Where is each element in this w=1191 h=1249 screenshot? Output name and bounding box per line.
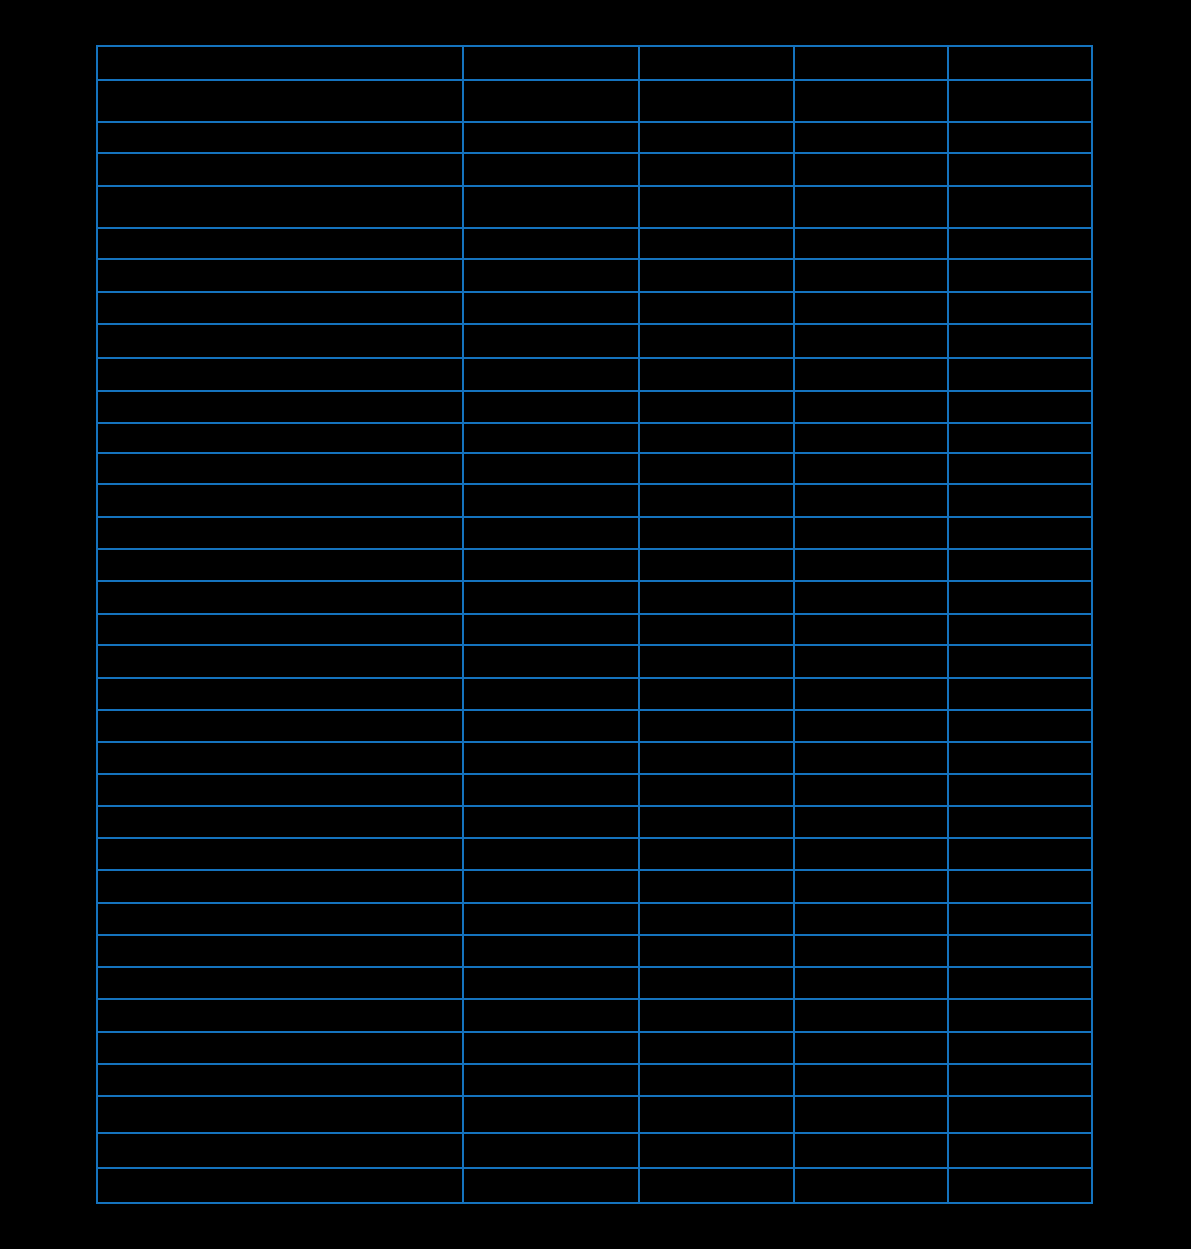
table-row [97, 1064, 1092, 1096]
table-row [97, 806, 1092, 838]
table-cell [463, 186, 639, 228]
table-cell [794, 517, 948, 549]
table-cell [639, 710, 794, 742]
table-cell [948, 453, 1092, 484]
table-cell [463, 903, 639, 935]
table-cell [463, 1096, 639, 1133]
table-cell [948, 903, 1092, 935]
table-cell [639, 517, 794, 549]
table-row [97, 324, 1092, 358]
table-cell [794, 903, 948, 935]
table-cell [639, 838, 794, 870]
table-row [97, 645, 1092, 678]
table-cell [463, 1133, 639, 1168]
table-cell [948, 1064, 1092, 1096]
table-cell [794, 742, 948, 774]
table-cell [463, 967, 639, 999]
table-cell [948, 1168, 1092, 1203]
table-row [97, 391, 1092, 423]
table-cell [97, 228, 463, 259]
table-cell [794, 122, 948, 153]
table-cell [948, 358, 1092, 391]
table-cell [948, 484, 1092, 517]
table-cell [463, 122, 639, 153]
table-cell [97, 122, 463, 153]
table-row [97, 710, 1092, 742]
table-cell [639, 870, 794, 903]
table-row [97, 774, 1092, 806]
table-cell [97, 774, 463, 806]
table-cell [97, 645, 463, 678]
table-cell [948, 870, 1092, 903]
table-row [97, 228, 1092, 259]
table-cell [463, 1168, 639, 1203]
table-cell [639, 678, 794, 710]
table-cell [639, 153, 794, 186]
table-cell [639, 645, 794, 678]
table-cell [463, 999, 639, 1032]
table-cell [97, 967, 463, 999]
table-cell [463, 549, 639, 581]
table-cell [794, 1032, 948, 1064]
table-cell [794, 259, 948, 292]
table-cell [97, 484, 463, 517]
table-cell [639, 581, 794, 614]
table-cell [639, 453, 794, 484]
table-cell [948, 46, 1092, 80]
table-cell [97, 806, 463, 838]
table-row [97, 358, 1092, 391]
table-cell [463, 710, 639, 742]
table-cell [639, 324, 794, 358]
table-cell [948, 122, 1092, 153]
table-cell [639, 1096, 794, 1133]
table-row [97, 1133, 1092, 1168]
table-row [97, 838, 1092, 870]
table-cell [463, 292, 639, 324]
table-cell [97, 549, 463, 581]
table-cell [639, 903, 794, 935]
table-cell [97, 935, 463, 967]
table-cell [463, 517, 639, 549]
table-row [97, 122, 1092, 153]
table-cell [794, 935, 948, 967]
table-cell [463, 774, 639, 806]
table-cell [97, 517, 463, 549]
table-cell [948, 935, 1092, 967]
table-cell [463, 391, 639, 423]
table-cell [463, 1032, 639, 1064]
table-cell [639, 935, 794, 967]
table-cell [639, 614, 794, 645]
table-row [97, 80, 1092, 122]
table-cell [794, 292, 948, 324]
table-cell [97, 678, 463, 710]
table-cell [463, 742, 639, 774]
table-cell [639, 186, 794, 228]
table-cell [948, 259, 1092, 292]
table-cell [794, 1133, 948, 1168]
table-cell [639, 391, 794, 423]
table-cell [948, 742, 1092, 774]
table-cell [794, 806, 948, 838]
table-body [97, 46, 1092, 1203]
table-cell [463, 614, 639, 645]
table-cell [639, 259, 794, 292]
table-cell [794, 774, 948, 806]
table-cell [948, 324, 1092, 358]
table-cell [948, 774, 1092, 806]
table-cell [639, 484, 794, 517]
table-cell [97, 710, 463, 742]
table-cell [463, 46, 639, 80]
table-cell [948, 1096, 1092, 1133]
table-cell [639, 774, 794, 806]
table-cell [794, 678, 948, 710]
table-cell [948, 228, 1092, 259]
table-cell [948, 645, 1092, 678]
table-cell [794, 967, 948, 999]
table-cell [794, 710, 948, 742]
table-row [97, 903, 1092, 935]
table-row [97, 186, 1092, 228]
table-cell [794, 358, 948, 391]
table-row [97, 742, 1092, 774]
table-cell [794, 153, 948, 186]
table-cell [97, 614, 463, 645]
table-cell [948, 153, 1092, 186]
table-cell [463, 806, 639, 838]
table-cell [794, 838, 948, 870]
table-row [97, 1168, 1092, 1203]
table-cell [97, 80, 463, 122]
table-cell [639, 122, 794, 153]
table-cell [639, 1064, 794, 1096]
table-cell [97, 999, 463, 1032]
table-cell [463, 935, 639, 967]
table-cell [97, 292, 463, 324]
table-cell [97, 870, 463, 903]
table-cell [948, 1032, 1092, 1064]
table-cell [97, 358, 463, 391]
empty-data-table [96, 45, 1093, 1204]
table-cell [794, 391, 948, 423]
table-cell [463, 870, 639, 903]
table-row [97, 423, 1092, 453]
table-cell [639, 292, 794, 324]
table-cell [97, 742, 463, 774]
table-cell [463, 453, 639, 484]
table-cell [948, 423, 1092, 453]
table-row [97, 259, 1092, 292]
table-cell [639, 549, 794, 581]
table-row [97, 46, 1092, 80]
table-row [97, 614, 1092, 645]
table-cell [794, 80, 948, 122]
table-cell [97, 259, 463, 292]
table-cell [463, 838, 639, 870]
table-cell [794, 1064, 948, 1096]
table-row [97, 453, 1092, 484]
table-cell [97, 453, 463, 484]
table-cell [794, 999, 948, 1032]
table-row [97, 1096, 1092, 1133]
table-cell [948, 1133, 1092, 1168]
table-cell [794, 1096, 948, 1133]
table-cell [948, 710, 1092, 742]
table-cell [97, 153, 463, 186]
table-cell [948, 292, 1092, 324]
table-cell [948, 80, 1092, 122]
table-cell [948, 806, 1092, 838]
table-cell [639, 228, 794, 259]
table-cell [97, 1168, 463, 1203]
table-cell [463, 581, 639, 614]
table-cell [948, 517, 1092, 549]
table-row [97, 967, 1092, 999]
table-cell [948, 549, 1092, 581]
table-row [97, 292, 1092, 324]
table-row [97, 549, 1092, 581]
table-cell [794, 324, 948, 358]
table-cell [794, 581, 948, 614]
table-cell [97, 903, 463, 935]
table-cell [97, 423, 463, 453]
table-cell [639, 358, 794, 391]
table-cell [463, 1064, 639, 1096]
table-cell [97, 186, 463, 228]
table-row [97, 935, 1092, 967]
table-cell [948, 186, 1092, 228]
table-cell [463, 324, 639, 358]
table-cell [794, 1168, 948, 1203]
table-cell [948, 999, 1092, 1032]
table-cell [97, 1096, 463, 1133]
table-cell [463, 423, 639, 453]
table-cell [794, 453, 948, 484]
table-cell [639, 806, 794, 838]
table-row [97, 678, 1092, 710]
table-cell [639, 1168, 794, 1203]
table-cell [97, 46, 463, 80]
table-cell [463, 228, 639, 259]
table-cell [97, 838, 463, 870]
table-cell [639, 80, 794, 122]
table-cell [794, 549, 948, 581]
table-cell [639, 742, 794, 774]
table-cell [97, 1032, 463, 1064]
table-cell [948, 678, 1092, 710]
table-cell [794, 484, 948, 517]
table-cell [948, 967, 1092, 999]
table-cell [463, 678, 639, 710]
table-cell [639, 1133, 794, 1168]
table-cell [639, 999, 794, 1032]
table-row [97, 999, 1092, 1032]
table-row [97, 581, 1092, 614]
table-cell [948, 614, 1092, 645]
table-cell [794, 186, 948, 228]
table-cell [97, 1133, 463, 1168]
table-cell [463, 358, 639, 391]
table-cell [794, 645, 948, 678]
table-cell [794, 228, 948, 259]
table-cell [97, 324, 463, 358]
table-cell [97, 581, 463, 614]
table-cell [463, 153, 639, 186]
table-cell [463, 259, 639, 292]
table-cell [463, 80, 639, 122]
table-cell [948, 391, 1092, 423]
table-cell [639, 423, 794, 453]
table-cell [97, 1064, 463, 1096]
table-row [97, 484, 1092, 517]
table-cell [639, 967, 794, 999]
table-cell [463, 484, 639, 517]
table-row [97, 1032, 1092, 1064]
table-cell [97, 391, 463, 423]
table-cell [794, 614, 948, 645]
table-cell [948, 581, 1092, 614]
table-cell [463, 645, 639, 678]
table-cell [794, 870, 948, 903]
table-cell [794, 423, 948, 453]
table-row [97, 153, 1092, 186]
table-cell [639, 1032, 794, 1064]
table-row [97, 517, 1092, 549]
table-cell [639, 46, 794, 80]
table-cell [794, 46, 948, 80]
table-row [97, 870, 1092, 903]
table-cell [948, 838, 1092, 870]
